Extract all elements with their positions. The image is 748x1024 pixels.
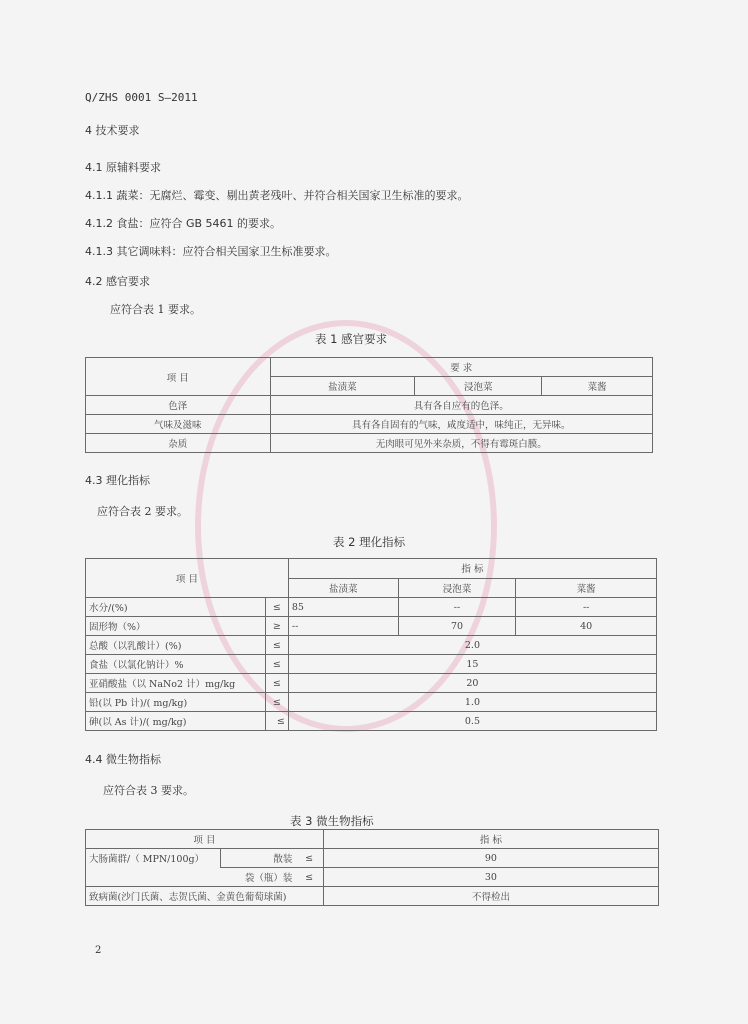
t2-row-operator: ≤ — [265, 674, 288, 693]
section-4-2-heading: 4.2 感官要求 — [85, 275, 150, 288]
t1-item-header: 项 目 — [86, 358, 271, 396]
t2-sub-salted: 盐渍菜 — [288, 578, 398, 598]
table-3-caption: 表 3 微生物指标 — [290, 814, 374, 828]
t2-row-paste: 40 — [516, 617, 657, 636]
t3-bag-operator: ≤ — [295, 868, 323, 887]
t2-row-name: 亚硝酸盐（以 NaNo2 计）mg/kg — [86, 674, 266, 693]
t2-row-salted: 85 — [288, 598, 398, 617]
table-2-caption: 表 2 理化指标 — [333, 535, 406, 549]
t3-bulk-value: 90 — [323, 849, 658, 868]
t2-row-name: 铅(以 Pb 计)/( mg/kg) — [86, 693, 266, 712]
clause-4-1-1: 4.1.1 蔬菜：无腐烂、霉变、剔出黄老残叶、并符合相关国家卫生标准的要求。 — [85, 189, 469, 202]
table-row — [86, 415, 653, 434]
table-row — [86, 887, 659, 906]
page-number: 2 — [95, 945, 102, 956]
t2-row-value: 20 — [288, 674, 656, 693]
t2-row-value: 1.0 — [288, 693, 656, 712]
t2-row-name: 砷(以 As 计)/( mg/kg) — [86, 712, 266, 731]
t2-sub-paste: 菜酱 — [516, 578, 657, 598]
table-row — [86, 868, 659, 887]
microbial-table — [85, 829, 659, 906]
t2-row-name: 水分/(%) — [86, 598, 266, 617]
t1-row-name: 杂质 — [86, 434, 271, 453]
t3-bulk-label: 散装 — [220, 849, 295, 868]
t1-row-value: 具有各自固有的气味，咸度适中，味纯正，无异味。 — [270, 415, 652, 434]
t2-row-name: 固形物（%） — [86, 617, 266, 636]
t3-pathogen-value: 不得检出 — [323, 887, 658, 906]
t1-requirement-header: 要 求 — [270, 358, 652, 377]
t2-row-paste: -- — [516, 598, 657, 617]
t3-indicator-header: 指 标 — [323, 830, 658, 849]
t2-row-operator: ≤ — [265, 693, 288, 712]
table-row — [86, 693, 657, 712]
table-row — [86, 598, 657, 617]
t3-bulk-operator: ≤ — [295, 849, 323, 868]
table-2-note: 应符合表 2 要求。 — [97, 505, 188, 518]
t2-row-operator: ≤ — [265, 598, 288, 617]
document-code: Q/ZHS 0001 S—2011 — [85, 91, 198, 104]
section-4-1-heading: 4.1 原辅料要求 — [85, 161, 161, 174]
table-row — [86, 849, 659, 868]
t2-item-header: 项 目 — [86, 559, 289, 598]
t2-row-value: 0.5 — [288, 712, 656, 731]
table-row — [86, 434, 653, 453]
t1-sub-soaked: 浸泡菜 — [415, 377, 542, 396]
table-row — [86, 396, 653, 415]
t3-coliform-label: 大肠菌群/（ MPN/100g） — [86, 849, 221, 868]
t2-row-operator: ≤ — [265, 636, 288, 655]
t1-sub-salted: 盐渍菜 — [270, 377, 415, 396]
table-3-note: 应符合表 3 要求。 — [103, 784, 194, 797]
t1-row-name: 色泽 — [86, 396, 271, 415]
t3-bag-value: 30 — [323, 868, 658, 887]
table-row — [86, 617, 657, 636]
t2-row-name: 食盐（以氯化钠计）% — [86, 655, 266, 674]
t2-row-value: 15 — [288, 655, 656, 674]
table-row — [86, 636, 657, 655]
t2-indicator-header: 指 标 — [288, 559, 656, 579]
section-4-heading: 4 技术要求 — [85, 124, 140, 137]
t3-pathogen-label: 致病菌(沙门氏菌、志贺氏菌、金黄色葡萄球菌) — [86, 887, 324, 906]
t2-row-value: 2.0 — [288, 636, 656, 655]
clause-4-1-2: 4.1.2 食盐：应符合 GB 5461 的要求。 — [85, 217, 282, 230]
t2-row-soaked: -- — [398, 598, 516, 617]
sensory-table — [85, 357, 653, 453]
table-row — [86, 712, 657, 731]
t3-bag-label: 袋（瓶）装 — [220, 868, 295, 887]
t1-row-value: 无肉眼可见外来杂质，不得有霉斑白膜。 — [270, 434, 652, 453]
table-1-note: 应符合表 1 要求。 — [110, 303, 201, 316]
section-4-3-heading: 4.3 理化指标 — [85, 474, 150, 487]
t2-row-salted: -- — [288, 617, 398, 636]
t2-sub-soaked: 浸泡菜 — [398, 578, 516, 598]
t2-row-name: 总酸（以乳酸计）(%) — [86, 636, 266, 655]
t2-row-operator: ≤ — [265, 712, 288, 731]
physicochemical-table — [85, 558, 657, 731]
table-row — [86, 655, 657, 674]
table-1-caption: 表 1 感官要求 — [315, 332, 388, 346]
clause-4-1-3: 4.1.3 其它调味料：应符合相关国家卫生标准要求。 — [85, 245, 337, 258]
t1-row-value: 具有各自应有的色泽。 — [270, 396, 652, 415]
t2-row-operator: ≤ — [265, 655, 288, 674]
t3-item-header: 项 目 — [86, 830, 324, 849]
section-4-4-heading: 4.4 微生物指标 — [85, 753, 161, 766]
t1-sub-paste: 菜酱 — [542, 377, 653, 396]
t3-blank-cell — [86, 868, 221, 887]
t2-row-operator: ≥ — [265, 617, 288, 636]
table-row — [86, 674, 657, 693]
t2-row-soaked: 70 — [398, 617, 516, 636]
t1-row-name: 气味及滋味 — [86, 415, 271, 434]
